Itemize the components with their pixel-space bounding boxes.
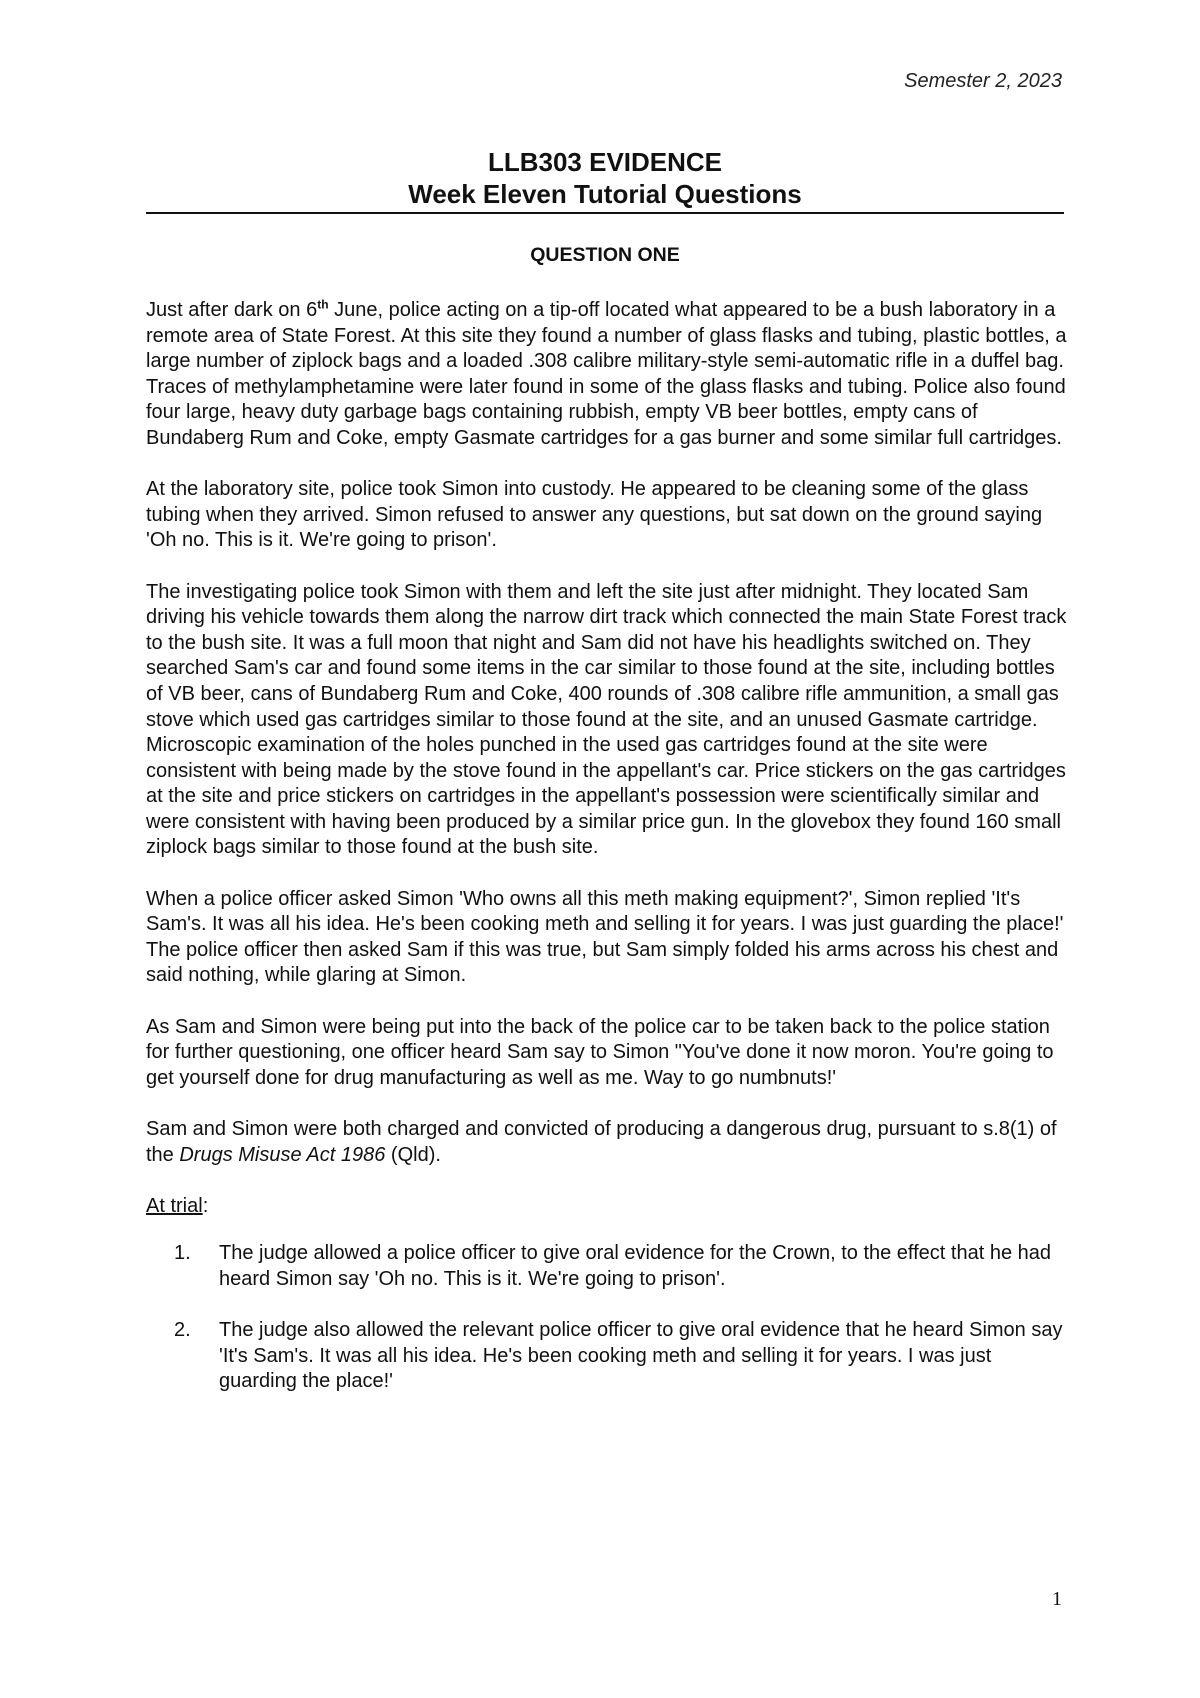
at-trial-label: At trial	[146, 1194, 203, 1217]
list-item-number: 2.	[174, 1319, 191, 1342]
list-item-text: The judge also allowed the relevant police officer to give oral evidence that he heard Simon say 'It's Sam's. It was all his idea. He's been cooking meth and selling it for years. I was just guarding the place!'	[219, 1319, 1063, 1393]
document-title	[146, 146, 1064, 210]
list-item-number: 1.	[174, 1242, 191, 1265]
tutorial-title: Week Eleven Tutorial Questions	[408, 179, 802, 209]
list-item	[146, 1318, 1072, 1395]
title-divider	[146, 212, 1064, 214]
paragraph-1-start: Just after dark on 6	[146, 299, 318, 321]
list-item	[146, 1241, 1072, 1292]
list-item-text: The judge allowed a police officer to give oral evidence for the Crown, to the effect that he had heard Simon say 'Oh no. This is it. We're going to prison'.	[219, 1242, 1052, 1290]
paragraph-5: As Sam and Simon were being put into the back of the police car to be taken back to the police station for further questioning, one officer heard Sam say to Simon "You've done it now moron. You're going to get yourself done for drug manufacturing as well as me. Way to go numbnuts!'	[146, 1015, 1054, 1089]
paragraph-6	[146, 1117, 1072, 1168]
paragraph-6-end: (Qld).	[385, 1143, 441, 1166]
trial-list	[146, 1241, 1072, 1395]
paragraph-1-rest: June, police acting on a tip-off located what appeared to be a bush laboratory in a remote area of State Forest. At this site they found a number of glass flasks and tubing, plastic bottles, a large number of ziplock bags and a loaded .308 calibre military-style semi-automatic rifle in a duffel bag. Traces of methylamphetamine were later found in some of the glass flasks and tubing. Police also found four large, heavy duty garbage bags containing rubbish, empty VB beer bottles, empty cans of Bundaberg Rum and Coke, empty Gasmate cartridges for a gas burner and some similar full cartridges.	[146, 299, 1067, 449]
at-trial-heading: At trial:	[146, 1194, 209, 1217]
paragraph-1	[146, 298, 1072, 452]
ordinal-suffix: th	[317, 297, 329, 312]
document-body	[146, 298, 1072, 1421]
semester-label: Semester 2, 2023	[904, 70, 1062, 92]
course-title: LLB303 EVIDENCE	[487, 147, 723, 177]
question-heading: QUESTION ONE	[530, 244, 680, 266]
paragraph-4: When a police officer asked Simon 'Who owns all this meth making equipment?', Simon replied 'It's Sam's. It was all his idea. He's been cooking meth and selling it for years. I was just guarding the place!' The police officer then asked Sam if this was true, but Sam simply folded his arms across his chest and said nothing, while glaring at Simon.	[146, 887, 1064, 987]
paragraph-2: At the laboratory site, police took Simon into custody. He appeared to be cleaning some of the glass tubing when they arrived. Simon refused to answer any questions, but sat down on the ground saying 'Oh no. This is it. We're going to prison'.	[146, 478, 1043, 552]
page-number: 1	[1052, 1588, 1062, 1610]
act-citation: Drugs Misuse Act 1986	[179, 1143, 386, 1166]
paragraph-3: The investigating police took Simon with them and left the site just after midnight. They located Sam driving his vehicle towards them along the narrow dirt track which connected the main State Forest track to the bush site. It was a full moon that night and Sam did not have his headlights switched on. They searched Sam's car and found some items in the car similar to those found at the site, including bottles of VB beer, cans of Bundaberg Rum and Coke, 400 rounds of .308 calibre rifle ammunition, a small gas stove which used gas cartridges similar to those found at the site, and an unused Gasmate cartridge. Microscopic examination of the holes punched in the used gas cartridges found at the site were consistent with being made by the stove found in the appellant's car. Price stickers on the gas cartridges at the site and price stickers on cartridges in the appellant's possession were scientifically similar and were consistent with having been produced by a similar price gun. In the glovebox they found 160 small ziplock bags similar to those found at the bush site.	[146, 580, 1067, 859]
paragraph-6-start: Sam and Simon were both charged and convicted of producing a dangerous drug, pursuant to s.8(1) of the	[146, 1118, 1057, 1166]
